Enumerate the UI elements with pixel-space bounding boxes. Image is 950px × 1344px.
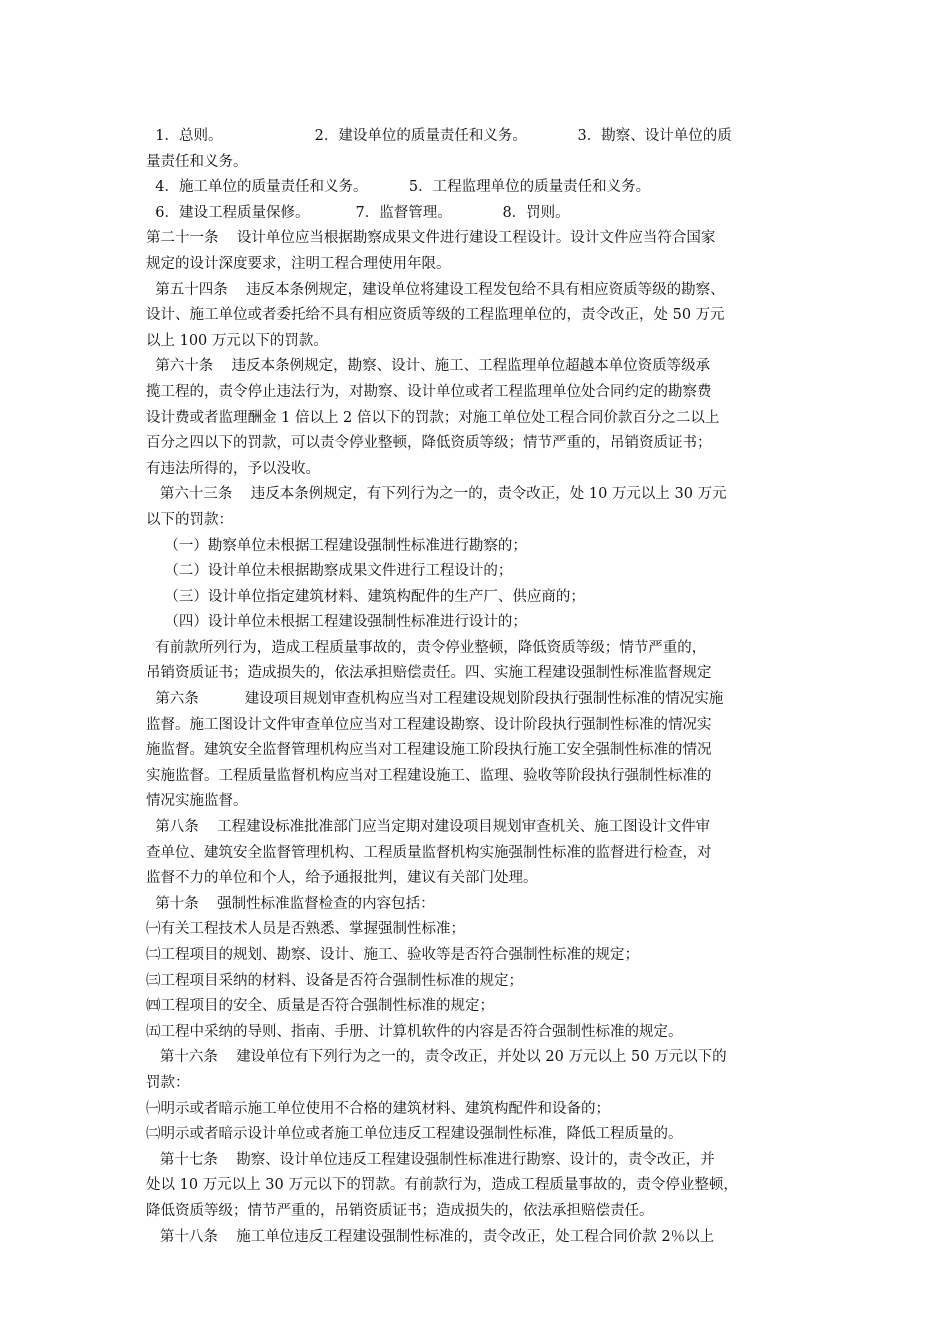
text-line: 第十七条 勘察、设计单位违反工程建设强制性标准进行勘察、设计的，责令改正，并 (146, 1151, 715, 1168)
text-line: 处以 10 万元以上 30 万元以下的罚款。有前款行为，造成工程质量事故的，责令停业整顿， (146, 1177, 738, 1194)
text-line: 吊销资质证书；造成损失的，依法承担赔偿责任。四、实施工程建设强制性标准监督规定 (146, 665, 712, 682)
text-line: 第八条 工程建设标准批准部门应当定期对建设项目规划审查机关、施工图设计文件审 (146, 819, 711, 836)
text-line: 以下的罚款： (146, 511, 233, 528)
text-line: ㈡工程项目的规划、勘察、设计、施工、验收等是否符合强制性标准的规定； (146, 947, 639, 963)
text-line: 有违法所得的，予以没收。 (146, 460, 320, 477)
text-line: 第五十四条 违反本条例规定，建设单位将建设工程发包给不具有相应资质等级的勘察、 (146, 281, 725, 298)
text-line: 设计费或者监理酬金 1 倍以上 2 倍以下的罚款；对施工单位处工程合同价款百分之二以上 (146, 409, 720, 426)
text-line: 降低资质等级；情节严重的，吊销资质证书；造成损失的，依法承担赔偿责任。 (146, 1202, 654, 1219)
text-line: 揽工程的，责令停止违法行为，对勘察、设计单位或者工程监理单位处合同约定的勘察费 (146, 383, 712, 400)
text-line: 6．建设工程质量保修。 7．监督管理。 8．罚则。 (146, 204, 570, 221)
text-line: 第六十条 违反本条例规定，勘察、设计、施工、工程监理单位超越本单位资质等级承 (146, 358, 711, 375)
text-line: 监督不力的单位和个人，给予通报批判，建议有关部门处理。 (146, 870, 538, 887)
text-line: 规定的设计深度要求，注明工程合理使用年限。 (146, 255, 451, 272)
text-line: 第二十一条 设计单位应当根据勘察成果文件进行建设工程设计。设计文件应当符合国家 (146, 230, 716, 247)
text-line: ㈢工程项目采纳的材料、设备是否符合强制性标准的规定； (146, 972, 523, 989)
text-line: 实施监督。工程质量监督机构应当对工程建设施工、监理、验收等阶段执行强制性标准的 (146, 767, 712, 784)
text-line: ㈣工程项目的安全、质量是否符合强制性标准的规定； (146, 998, 494, 1015)
text-line: ㈡明示或者暗示设计单位或者施工单位违反工程建设强制性标准，降低工程质量的。 (146, 1126, 683, 1143)
text-line: 第六条 建设项目规划审查机构应当对工程建设规划阶段执行强制性标准的情况实施 (146, 691, 724, 708)
text-line: 第十八条 施工单位违反工程建设强制性标准的，责令改正，处工程合同价款 2％以上 (146, 1228, 715, 1245)
text-line: 第六十三条 违反本条例规定，有下列行为之一的，责令改正，处 10 万元以上 30 万元 (146, 486, 727, 503)
document-body (146, 124, 810, 1250)
text-line: 1．总则。 2．建设单位的质量责任和义务。 3．勘察、设计单位的质 (146, 128, 732, 144)
text-line: 4．施工单位的质量责任和义务。 5．工程监理单位的质量责任和义务。 (146, 179, 651, 196)
text-line: 以上 100 万元以下的罚款。 (146, 332, 328, 349)
text-line: （三）设计单位指定建筑材料、建筑构配件的生产厂、供应商的； (146, 588, 585, 605)
text-line: 设计、施工单位或者委托给不具有相应资质等级的工程监理单位的，责令改正，处 50 万元 (146, 307, 725, 324)
text-line: 罚款： (146, 1074, 190, 1091)
text-line: （二）设计单位未根据勘察成果文件进行工程设计的； (146, 563, 513, 580)
text-line: 监督。施工图设计文件审查单位应当对工程建设勘察、设计阶段执行强制性标准的情况实 (146, 716, 712, 733)
text-line: 量责任和义务。 (146, 153, 248, 170)
text-line: ㈠有关工程技术人员是否熟悉、掌握强制性标准； (146, 921, 465, 938)
text-line: （一）勘察单位未根据工程建设强制性标准进行勘察的； (146, 537, 527, 554)
text-line: 百分之四以下的罚款，可以责令停业整顿，降低资质等级；情节严重的，吊销资质证书； (146, 435, 712, 452)
text-line: （四）设计单位未根据工程建设强制性标准进行设计的； (146, 614, 527, 631)
text-line: 第十条 强制性标准监督检查的内容包括： (146, 895, 435, 912)
text-line: 第十六条 建设单位有下列行为之一的，责令改正，并处以 20 万元以上 50 万元以下的 (146, 1049, 727, 1066)
text-line: 施监督。建筑安全监督管理机构应当对工程建设施工阶段执行施工安全强制性标准的情况 (146, 742, 712, 759)
text-line: ㈠明示或者暗示施工单位使用不合格的建筑材料、建筑构配件和设备的； (146, 1100, 610, 1117)
text-line: ㈤工程中采纳的导则、指南、手册、计算机软件的内容是否符合强制性标准的规定。 (146, 1023, 683, 1040)
text-line: 查单位、建筑安全监督管理机构、工程质量监督机构实施强制性标准的监督进行检查，对 (146, 844, 712, 861)
text-line: 情况实施监督。 (146, 793, 248, 810)
text-line: 有前款所列行为，造成工程质量事故的，责令停业整顿，降低资质等级；情节严重的， (146, 639, 707, 656)
